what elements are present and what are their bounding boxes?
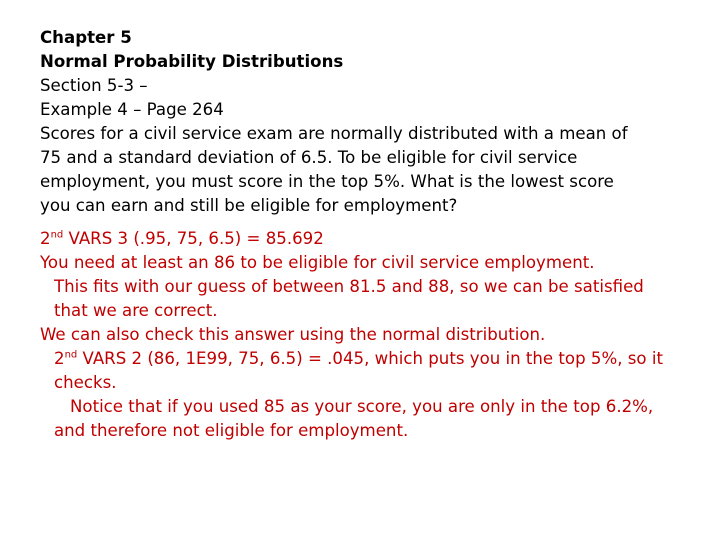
chapter-heading: Chapter 5 xyxy=(40,28,132,47)
problem-line: employment, you must score in the top 5%. What is the lowest score xyxy=(40,172,614,191)
problem-line: 75 and a standard deviation of 6.5. To be eligible for civil service xyxy=(40,148,578,167)
slide-content xyxy=(40,26,708,443)
section-label: Section 5-3 – xyxy=(40,76,148,95)
check-intro: We can also check this answer using the normal distribution. xyxy=(40,325,546,344)
guess-line: This fits with our guess of between 81.5 and 88, so we can be satisfied xyxy=(54,277,644,296)
guess-line: that we are correct. xyxy=(54,301,218,320)
check-continuation: checks. xyxy=(54,373,117,392)
notice-line: Notice that if you used 85 as your score, you are only in the top 6.2%, xyxy=(70,397,654,416)
chapter-title: Normal Probability Distributions xyxy=(40,52,344,71)
problem-statement xyxy=(40,122,708,218)
answer-statement: You need at least an 86 to be eligible for civil service employment. xyxy=(40,253,595,272)
solution-block xyxy=(40,227,708,443)
calculator-step-normalcdf: 2nd VARS 2 (86, 1E99, 75, 6.5) = .045, which puts you in the top 5%, so it xyxy=(54,349,663,368)
example-label: Example 4 – Page 264 xyxy=(40,100,224,119)
calculator-step-invnorm: 2nd VARS 3 (.95, 75, 6.5) = 85.692 xyxy=(40,229,324,248)
notice-line: and therefore not eligible for employment. xyxy=(54,421,409,440)
problem-line: you can earn and still be eligible for employment? xyxy=(40,196,458,215)
problem-line: Scores for a civil service exam are normally distributed with a mean of xyxy=(40,124,628,143)
